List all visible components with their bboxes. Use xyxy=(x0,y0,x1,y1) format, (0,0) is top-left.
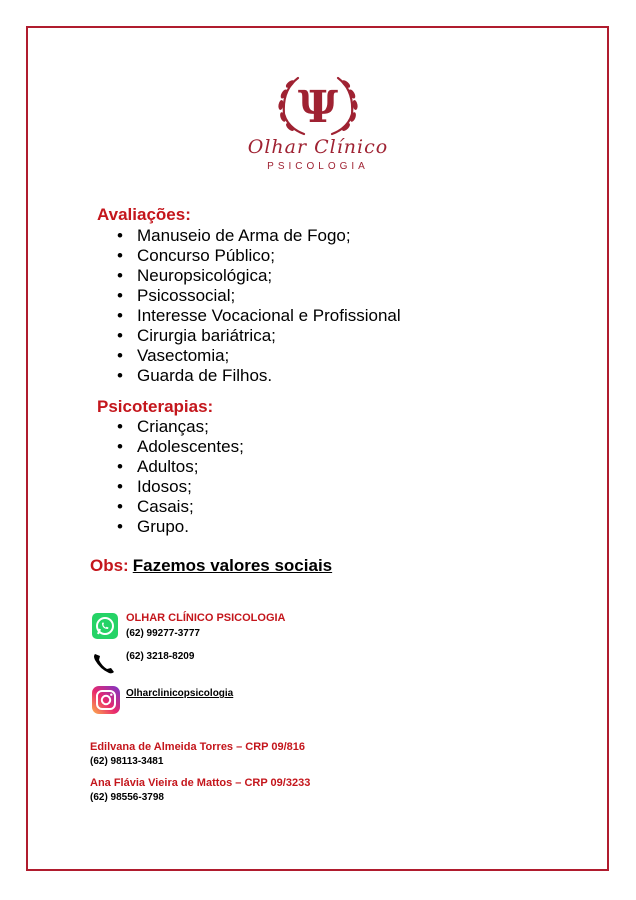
list-item: • Guarda de Filhos. xyxy=(115,366,401,386)
professional-name: Edilvana de Almeida Torres – CRP 09/816 xyxy=(90,741,306,753)
obs-label: Obs: xyxy=(90,556,129,575)
psicoterapias-list xyxy=(115,417,244,537)
brand-subtitle: PSICOLOGIA xyxy=(267,161,369,172)
landline-phone[interactable]: (62) 3218-8209 xyxy=(126,651,195,662)
list-item: • Adultos; xyxy=(115,457,244,477)
professional-phone[interactable]: (62) 98113-3481 xyxy=(90,756,164,767)
list-item: • Crianças; xyxy=(115,417,244,437)
avaliacoes-heading: Avaliações: xyxy=(97,205,191,224)
list-item: • Concurso Público; xyxy=(115,246,401,266)
list-item: • Grupo. xyxy=(115,517,244,537)
list-item: • Casais; xyxy=(115,497,244,517)
avaliacoes-list xyxy=(115,226,401,386)
list-item: • Interesse Vocacional e Profissional xyxy=(115,306,401,326)
brand-name: Olhar Clínico xyxy=(247,136,389,158)
whatsapp-name: OLHAR CLÍNICO PSICOLOGIA xyxy=(126,612,286,624)
list-item: • Manuseio de Arma de Fogo; xyxy=(115,226,401,246)
brand-block xyxy=(230,136,406,172)
instagram-icon[interactable] xyxy=(92,686,120,714)
list-item: • Vasectomia; xyxy=(115,346,401,366)
instagram-handle[interactable]: Olharclinicopsicologia xyxy=(126,688,234,699)
psicoterapias-heading: Psicoterapias: xyxy=(97,397,214,416)
list-item: • Cirurgia bariátrica; xyxy=(115,326,401,346)
list-item: • Adolescentes; xyxy=(115,437,244,457)
list-item: • Idosos; xyxy=(115,477,244,497)
phone-icon[interactable] xyxy=(92,651,116,675)
obs-text: Fazemos valores sociais xyxy=(132,556,333,575)
whatsapp-phone[interactable]: (62) 99277-3777 xyxy=(126,628,200,639)
professional-name: Ana Flávia Vieira de Mattos – CRP 09/3233 xyxy=(90,777,311,789)
list-item: • Psicossocial; xyxy=(115,286,401,306)
whatsapp-icon[interactable] xyxy=(92,613,118,639)
obs-line xyxy=(90,556,332,576)
professional-phone[interactable]: (62) 98556-3798 xyxy=(90,792,164,803)
list-item: • Neuropsicológica; xyxy=(115,266,401,286)
svg-text:Ψ: Ψ xyxy=(297,82,339,133)
